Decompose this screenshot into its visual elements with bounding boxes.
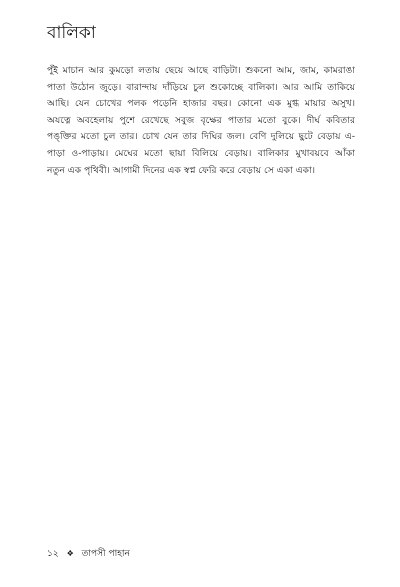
- poem-title: বালিকা: [47, 23, 96, 43]
- poem-line: অযত্নে অবহেলায় পুশে রেখেছে সবুজ বৃক্ষের পাতার মতো বুকে। দীর্ঘ কবিতার: [47, 114, 355, 126]
- poem-line: পুঁই মাচান আর কুমড়ো লতায় ছেয়ে আছে বাড়িটা। শুকনো আম, জাম, কামরাঙা: [47, 65, 355, 76]
- poem-line: পাড়া ও-পাড়ায়। মেঘের মতো ছায়া বিলিয়ে বেড়ায়। বালিকার মুখাবয়বে আঁকা: [47, 147, 355, 159]
- page-footer: [47, 548, 130, 561]
- poem-body: [47, 63, 355, 179]
- page-number: ১২: [47, 549, 59, 559]
- poem-line: পঙ্‌ক্তির মতো চুল তার। চোখ যেন তার দিঘির জল। বেণি দুলিয়ে ছুটে বেড়ায় এ-: [47, 131, 355, 143]
- diamond-ornament-icon: ❖: [66, 549, 74, 558]
- author-name: তাপসী পাহান: [81, 549, 130, 559]
- poem-line: নতুন এক পৃথিবী। আগামী দিনের এক স্বপ্ন ফেরি করে বেড়ায় সে একা একা।: [47, 164, 316, 176]
- poem-line: আছি। যেন চোখের পলক পড়েনি হাজার বছর। কোনো এক মুগ্ধ মায়ার অসুখ।: [47, 98, 355, 110]
- poem-line: পাতা উঠোন জুড়ে। বারান্দায় দাঁড়িয়ে চুল শুকোচ্ছে বালিকা। আর আমি তাকিয়ে: [47, 81, 355, 93]
